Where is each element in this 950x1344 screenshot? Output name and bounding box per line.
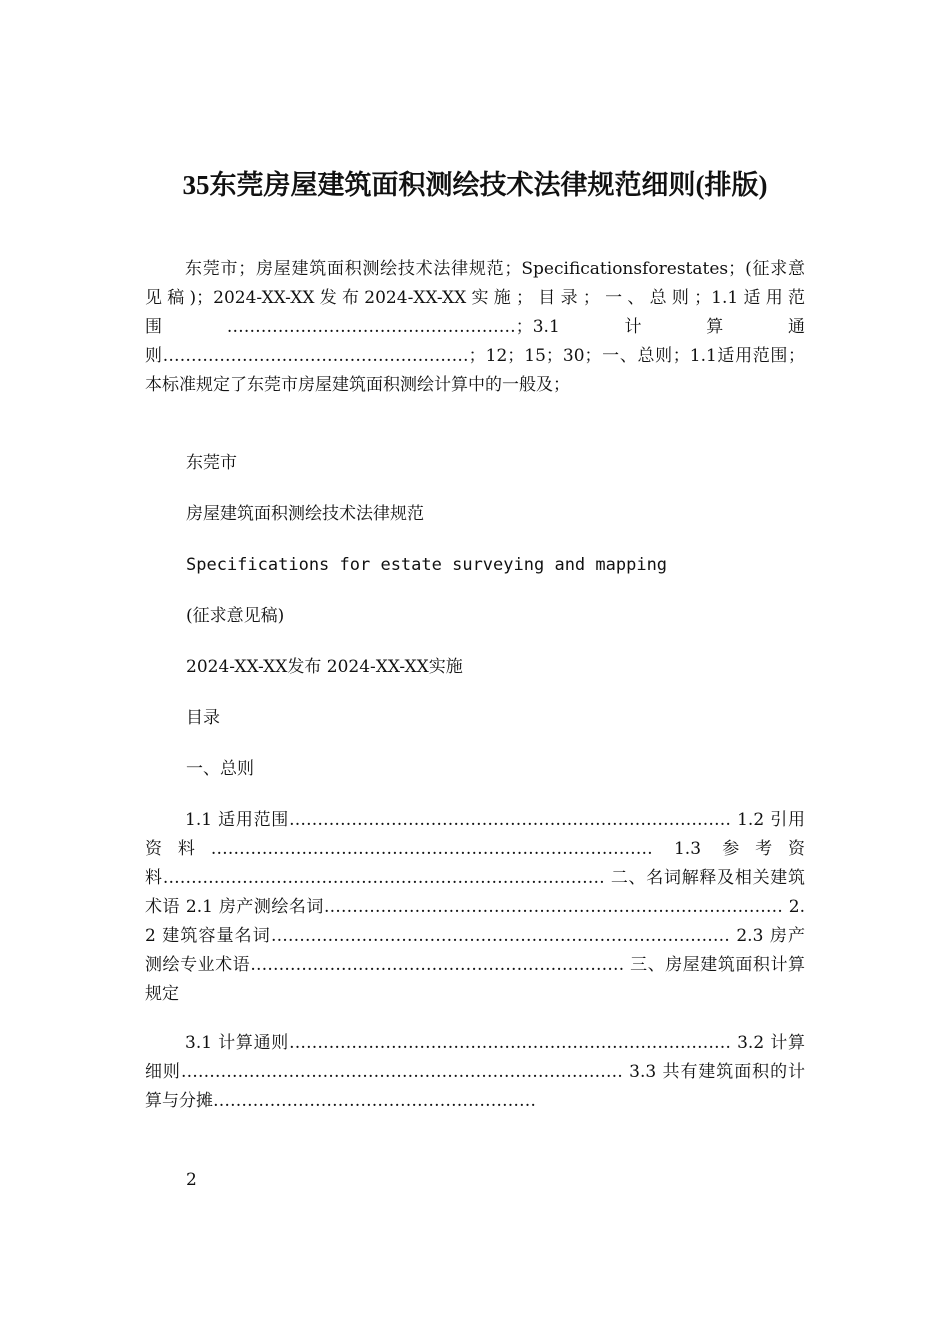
city-line: 东莞市 [186, 453, 237, 473]
dates-line: 2024-XX-XX发布 2024-XX-XX实施 [186, 657, 463, 677]
english-title-line: Specifications for estate surveying and mapping [186, 555, 668, 575]
page-number: 2 [186, 1170, 197, 1190]
section-general-heading: 一、总则 [186, 759, 254, 779]
toc-block-section-3: 3.1 计算通则…………………………………………………………………… 3.2 计算细则…………………………………………………………………… 3.3 共有建筑面积的计算与分摊………………………………………………… [145, 1033, 805, 1111]
spec-title-line: 房屋建筑面积测绘技术法律规范 [186, 504, 424, 524]
document-title: 35东莞房屋建筑面积测绘技术法律规范细则(排版) [182, 170, 768, 200]
summary-paragraph: 东莞市；房屋建筑面积测绘技术法律规范；Specificationsforestates；(征求意见稿)；2024-XX-XX发布2024-XX-XX实施；目录；一、总则；1.1适用范围……………………………………………；3.1计算通则………………………………………………；12；15；30；一、总则；1.1适用范围；本标准规定了东莞市房屋建筑面积测绘计算中的一般及； [145, 259, 805, 395]
toc-heading: 目录 [186, 708, 220, 728]
toc-block-sections-1-3: 1.1 适用范围…………………………………………………………………… 1.2 引用资料…………………………………………………………………… 1.3 参考资料…………………………………………………………………… 二、名词解释及相关建筑术语 2.1 房产测绘名词……………………………………………………………………… 2.2 建筑容量名词……………………………………………………………………… 2.3 房产测绘专业术语………………………………………………………… 三、房屋建筑面积计算规定 [145, 810, 805, 1004]
draft-note-line: (征求意见稿) [186, 606, 285, 626]
